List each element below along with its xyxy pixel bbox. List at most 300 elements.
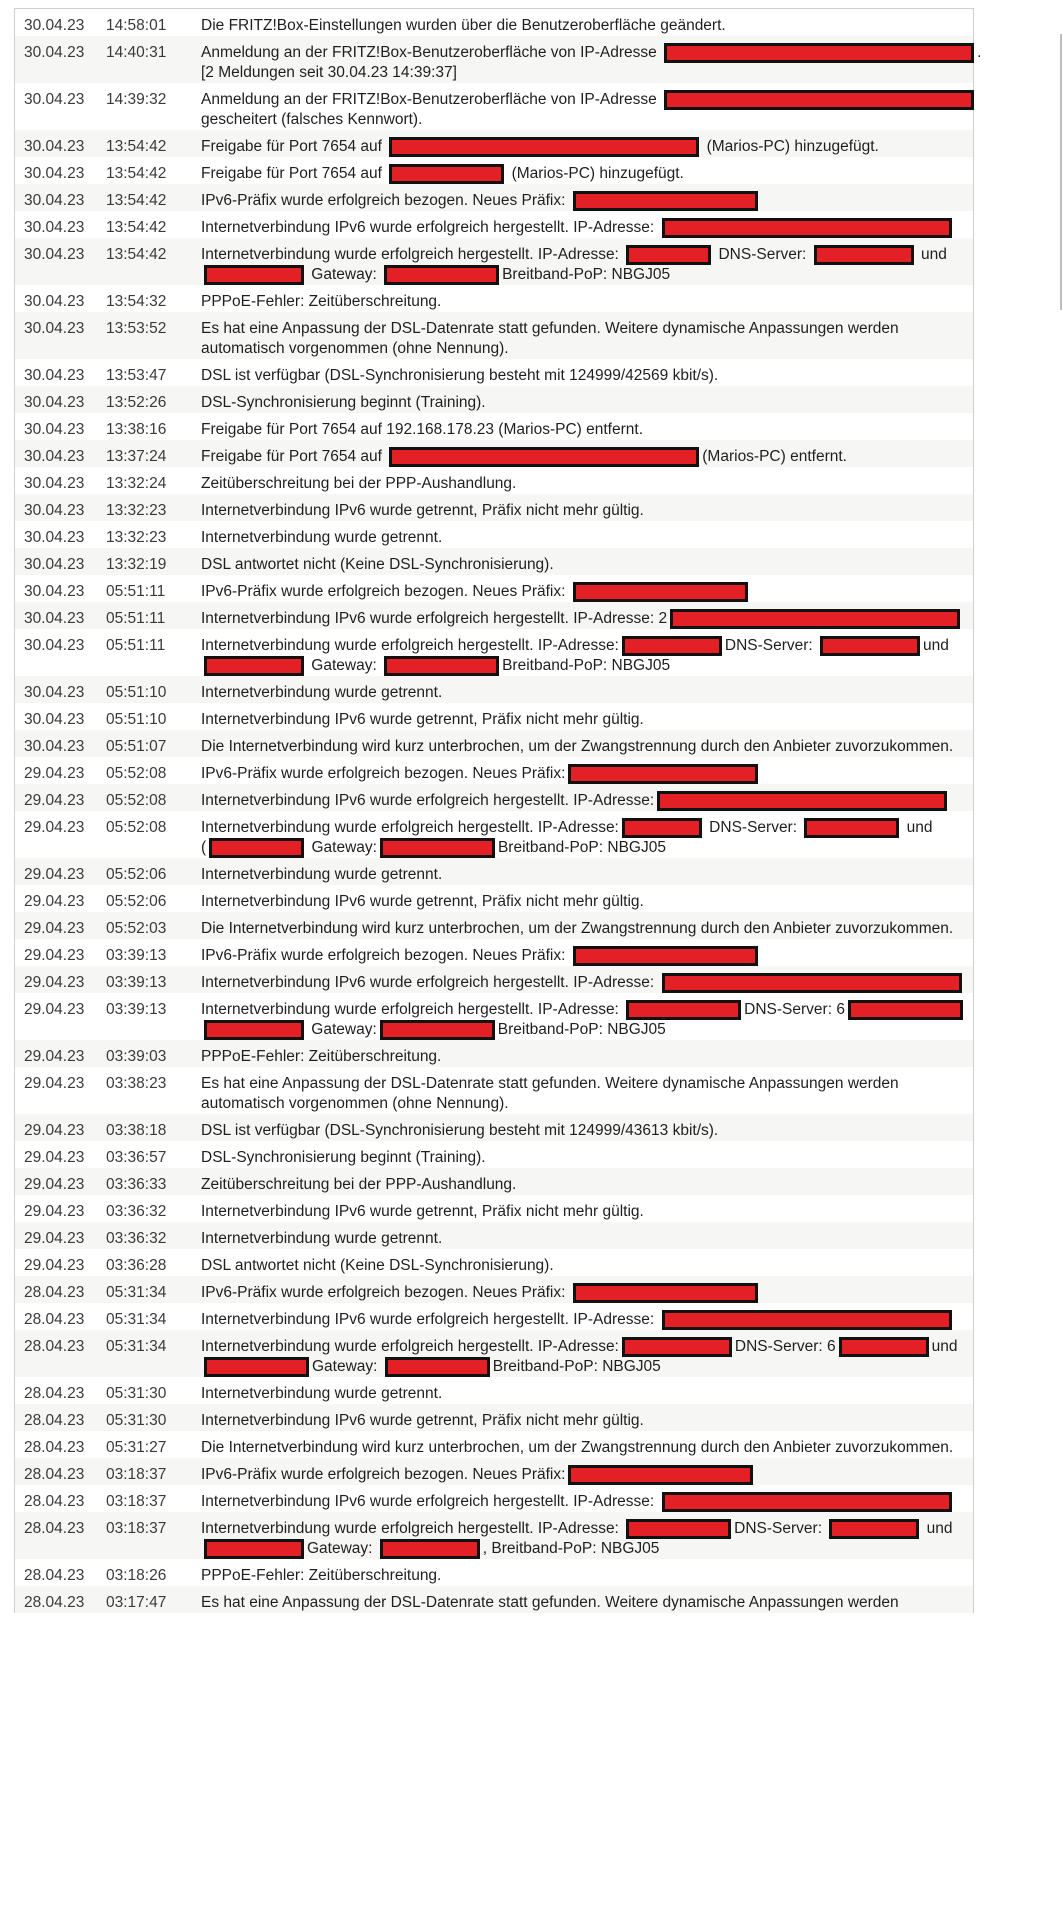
log-message xyxy=(193,1121,973,1141)
log-row xyxy=(15,1040,973,1067)
log-row xyxy=(15,285,973,312)
log-row xyxy=(15,1431,973,1458)
redaction-box xyxy=(622,818,702,838)
log-text: Internetverbindung IPv6 wurde getrennt, Präfix nicht mehr gültig. xyxy=(201,502,644,519)
log-row xyxy=(15,467,973,494)
log-date: 30.04.23 xyxy=(24,320,85,337)
log-row xyxy=(15,413,973,440)
redaction-box xyxy=(573,1283,758,1303)
log-text: Gateway: xyxy=(312,1358,382,1376)
log-text: Breitband-PoP: NBGJ05 xyxy=(502,266,671,284)
log-text: Freigabe für Port 7654 auf xyxy=(201,448,387,466)
log-text: Internetverbindung IPv6 wurde erfolgreich hergestellt. IP-Adresse: xyxy=(201,1493,659,1511)
redaction-box xyxy=(664,43,974,63)
log-time: 14:39:32 xyxy=(106,91,167,108)
log-text: DSL antwortet nicht (Keine DSL-Synchronisierung). xyxy=(201,556,554,573)
log-message xyxy=(193,420,973,440)
log-text: DSL-Synchronisierung beginnt (Training). xyxy=(201,1149,486,1166)
redaction-box xyxy=(848,1000,963,1020)
log-text: Anmeldung an der FRITZ!Box-Benutzeroberfläche von IP-Adresse xyxy=(201,91,662,109)
log-time: 13:37:24 xyxy=(106,448,167,465)
log-date: 29.04.23 xyxy=(24,765,85,782)
log-message xyxy=(193,1492,973,1512)
log-row xyxy=(15,238,973,285)
log-time: 13:54:42 xyxy=(106,246,167,263)
event-log-table xyxy=(14,8,982,1613)
log-date: 30.04.23 xyxy=(24,17,85,34)
log-message xyxy=(193,366,973,386)
log-row xyxy=(15,676,973,703)
log-text: und xyxy=(922,1520,953,1538)
log-message xyxy=(193,245,973,285)
log-date: 30.04.23 xyxy=(24,583,85,600)
redaction-box xyxy=(662,218,952,238)
log-text: IPv6-Präfix wurde erfolgreich bezogen. Neues Präfix: xyxy=(201,765,566,783)
log-row xyxy=(15,1195,973,1222)
log-row xyxy=(15,494,973,521)
log-time: 03:36:32 xyxy=(106,1203,167,1220)
redaction-box xyxy=(204,1020,304,1040)
log-row xyxy=(15,1141,973,1168)
log-text: Internetverbindung wurde erfolgreich hergestellt. IP-Adresse: xyxy=(201,819,619,837)
log-text: (Marios-PC) hinzugefügt. xyxy=(507,165,684,183)
log-text: IPv6-Präfix wurde erfolgreich bezogen. Neues Präfix: xyxy=(201,583,570,601)
log-row xyxy=(15,36,982,83)
log-row xyxy=(15,130,973,157)
log-text: IPv6-Präfix wurde erfolgreich bezogen. Neues Präfix: xyxy=(201,1466,566,1484)
log-row xyxy=(15,912,973,939)
redaction-box xyxy=(389,137,699,157)
log-row xyxy=(15,1458,973,1485)
log-text: Die Internetverbindung wird kurz unterbrochen, um der Zwangstrennung durch den Anbieter zuvorzukommen. xyxy=(201,920,954,937)
log-message xyxy=(193,1074,973,1114)
log-message xyxy=(193,447,973,467)
log-text: Gateway: xyxy=(307,1021,377,1039)
log-text: Internetverbindung IPv6 wurde erfolgreich hergestellt. IP-Adresse: xyxy=(201,1311,659,1329)
log-message xyxy=(193,501,973,521)
log-text: Die Internetverbindung wird kurz unterbrochen, um der Zwangstrennung durch den Anbieter zuvorzukommen. xyxy=(201,738,954,755)
log-time: 03:36:33 xyxy=(106,1176,167,1193)
log-date: 28.04.23 xyxy=(24,1338,85,1355)
log-message xyxy=(193,892,973,912)
log-message xyxy=(193,919,973,939)
log-text: (Marios-PC) hinzugefügt. xyxy=(702,138,879,156)
log-row xyxy=(15,1404,973,1431)
log-row xyxy=(15,548,973,575)
log-date: 28.04.23 xyxy=(24,1466,85,1483)
log-message xyxy=(193,90,985,130)
log-time: 13:53:52 xyxy=(106,320,167,337)
log-text: und xyxy=(916,246,947,264)
redaction-box xyxy=(573,582,748,602)
log-time: 03:38:18 xyxy=(106,1122,167,1139)
log-row xyxy=(15,1330,973,1377)
log-row xyxy=(15,1485,973,1512)
log-text: Gateway: xyxy=(307,1540,377,1558)
log-message xyxy=(193,555,973,575)
log-text: Internetverbindung IPv6 wurde getrennt, Präfix nicht mehr gültig. xyxy=(201,711,644,728)
log-date: 28.04.23 xyxy=(24,1385,85,1402)
log-time: 03:18:37 xyxy=(106,1520,167,1537)
log-time: 05:52:08 xyxy=(106,792,167,809)
log-date: 28.04.23 xyxy=(24,1412,85,1429)
log-text: Internetverbindung IPv6 wurde erfolgreich hergestellt. IP-Adresse: 2 xyxy=(201,610,668,628)
log-time: 03:39:13 xyxy=(106,1001,167,1018)
log-row xyxy=(15,1586,973,1613)
log-time: 13:38:16 xyxy=(106,421,167,438)
log-text: und xyxy=(902,819,933,837)
log-row xyxy=(15,811,973,858)
log-time: 05:52:08 xyxy=(106,765,167,782)
log-text: Internetverbindung wurde getrennt. xyxy=(201,1385,443,1402)
log-date: 30.04.23 xyxy=(24,91,85,108)
log-text: DSL antwortet nicht (Keine DSL-Synchronisierung). xyxy=(201,1257,554,1274)
log-message xyxy=(193,1283,973,1303)
log-time: 05:51:11 xyxy=(106,610,166,627)
log-row xyxy=(15,312,973,359)
log-time: 05:52:08 xyxy=(106,819,167,836)
log-text: Internetverbindung IPv6 wurde getrennt, Präfix nicht mehr gültig. xyxy=(201,1412,644,1429)
log-time: 03:18:37 xyxy=(106,1466,167,1483)
log-date: 28.04.23 xyxy=(24,1594,85,1611)
log-message xyxy=(193,636,973,676)
log-text: Gateway: xyxy=(307,839,377,857)
log-text: IPv6-Präfix wurde erfolgreich bezogen. Neues Präfix: xyxy=(201,1284,570,1302)
log-time: 03:17:47 xyxy=(106,1594,167,1611)
log-date: 30.04.23 xyxy=(24,448,85,465)
log-message xyxy=(193,582,973,602)
log-text: Internetverbindung wurde erfolgreich hergestellt. IP-Adresse: xyxy=(201,1520,624,1538)
log-date: 28.04.23 xyxy=(24,1493,85,1510)
redaction-box xyxy=(573,946,758,966)
log-row xyxy=(15,757,973,784)
log-text: , Breitband-PoP: NBGJ05 xyxy=(482,1540,660,1558)
log-text: DNS-Server: xyxy=(724,637,818,655)
redaction-box xyxy=(829,1519,919,1539)
redaction-box xyxy=(204,656,304,676)
log-message xyxy=(193,609,973,629)
log-row xyxy=(15,1168,973,1195)
redaction-box xyxy=(622,636,722,656)
log-text: Internetverbindung wurde getrennt. xyxy=(201,1230,443,1247)
log-row xyxy=(15,1377,973,1404)
log-text: Zeitüberschreitung bei der PPP-Aushandlung. xyxy=(201,475,517,492)
redaction-box xyxy=(814,245,914,265)
log-text: (Marios-PC) entfernt. xyxy=(702,448,847,466)
log-text: DSL-Synchronisierung beginnt (Training). xyxy=(201,394,486,411)
log-time: 03:18:37 xyxy=(106,1493,167,1510)
log-text: DSL ist verfügbar (DSL-Synchronisierung besteht mit 124999/43613 kbit/s). xyxy=(201,1122,719,1139)
log-time: 13:54:42 xyxy=(106,219,167,236)
log-row xyxy=(15,966,973,993)
redaction-box xyxy=(626,245,711,265)
log-message xyxy=(193,764,973,784)
log-date: 28.04.23 xyxy=(24,1520,85,1537)
log-message xyxy=(193,137,973,157)
log-text: Es hat eine Anpassung der DSL-Datenrate statt gefunden. Weitere dynamische Anpassungen werden xyxy=(201,1594,899,1611)
log-message xyxy=(193,292,973,312)
log-text: Gateway: xyxy=(307,657,382,675)
log-time: 13:53:47 xyxy=(106,367,167,384)
log-text: Die Internetverbindung wird kurz unterbrochen, um der Zwangstrennung durch den Anbieter zuvorzukommen. xyxy=(201,1439,954,1456)
log-row xyxy=(15,629,973,676)
redaction-box xyxy=(626,1519,731,1539)
log-row xyxy=(15,386,973,413)
redaction-box xyxy=(204,1357,309,1377)
log-text: Internetverbindung IPv6 wurde erfolgreich hergestellt. IP-Adresse: xyxy=(201,974,659,992)
redaction-box xyxy=(389,164,504,184)
log-date: 30.04.23 xyxy=(24,367,85,384)
log-text: Internetverbindung IPv6 wurde getrennt, Präfix nicht mehr gültig. xyxy=(201,1203,644,1220)
log-row xyxy=(15,9,973,36)
log-text: . xyxy=(977,44,982,62)
redaction-box xyxy=(204,1539,304,1559)
log-text: Internetverbindung wurde erfolgreich hergestellt. IP-Adresse: xyxy=(201,1001,624,1019)
log-time: 13:54:42 xyxy=(106,138,167,155)
redaction-box xyxy=(380,838,495,858)
log-text: Internetverbindung wurde erfolgreich hergestellt. IP-Adresse: xyxy=(201,246,624,264)
redaction-box xyxy=(209,838,304,858)
log-date: 29.04.23 xyxy=(24,920,85,937)
redaction-box xyxy=(384,265,499,285)
log-message xyxy=(193,1000,974,1040)
log-text: DNS-Server: xyxy=(734,1520,827,1538)
log-date: 30.04.23 xyxy=(24,165,85,182)
log-text: automatisch vorgenommen (ohne Nennung). xyxy=(201,340,509,357)
log-date: 30.04.23 xyxy=(24,711,85,728)
log-row xyxy=(15,1303,973,1330)
redaction-box xyxy=(662,973,962,993)
log-text: Anmeldung an der FRITZ!Box-Benutzeroberfläche von IP-Adresse xyxy=(201,44,662,62)
log-text: Es hat eine Anpassung der DSL-Datenrate statt gefunden. Weitere dynamische Anpassungen werden xyxy=(201,1075,899,1092)
log-text: PPPoE-Fehler: Zeitüberschreitung. xyxy=(201,1048,442,1065)
log-time: 05:31:34 xyxy=(106,1284,167,1301)
log-date: 30.04.23 xyxy=(24,738,85,755)
log-row xyxy=(15,939,973,966)
log-date: 30.04.23 xyxy=(24,219,85,236)
log-row xyxy=(15,1067,973,1114)
log-text: Breitband-PoP: NBGJ05 xyxy=(502,657,671,675)
log-date: 29.04.23 xyxy=(24,1203,85,1220)
log-time: 03:38:23 xyxy=(106,1075,167,1092)
log-row xyxy=(15,211,973,238)
redaction-box xyxy=(204,265,304,285)
log-text: Es hat eine Anpassung der DSL-Datenrate statt gefunden. Weitere dynamische Anpassungen werden xyxy=(201,320,899,337)
log-row xyxy=(15,602,973,629)
log-text: DNS-Server: 6 xyxy=(734,1338,836,1356)
log-time: 05:31:34 xyxy=(106,1311,167,1328)
log-message xyxy=(193,319,973,359)
log-message xyxy=(193,1229,973,1249)
log-message xyxy=(193,474,973,494)
log-time: 13:54:42 xyxy=(106,192,167,209)
log-time: 13:32:24 xyxy=(106,475,167,492)
log-date: 29.04.23 xyxy=(24,1257,85,1274)
log-time: 05:51:07 xyxy=(106,738,167,755)
log-time: 05:31:34 xyxy=(106,1338,167,1355)
log-message xyxy=(193,528,973,548)
log-text: Die FRITZ!Box-Einstellungen wurden über die Benutzeroberfläche geändert. xyxy=(201,17,726,34)
log-text: DNS-Server: xyxy=(704,819,802,837)
log-message xyxy=(193,1256,973,1276)
log-message xyxy=(193,43,989,83)
log-row xyxy=(15,885,973,912)
log-date: 29.04.23 xyxy=(24,947,85,964)
log-message xyxy=(193,1384,973,1404)
log-message xyxy=(193,1337,973,1377)
redaction-box xyxy=(389,447,699,467)
log-row xyxy=(15,1114,973,1141)
log-date: 28.04.23 xyxy=(24,1439,85,1456)
redaction-box xyxy=(670,609,960,629)
log-row xyxy=(15,703,973,730)
log-time: 05:52:06 xyxy=(106,866,167,883)
log-row xyxy=(15,1559,973,1586)
log-text: Internetverbindung IPv6 wurde erfolgreich hergestellt. IP-Adresse: xyxy=(201,219,659,237)
log-text: PPPoE-Fehler: Zeitüberschreitung. xyxy=(201,1567,442,1584)
log-message xyxy=(193,1047,973,1067)
log-time: 13:32:19 xyxy=(106,556,167,573)
log-date: 29.04.23 xyxy=(24,1075,85,1092)
log-date: 30.04.23 xyxy=(24,556,85,573)
log-text: Zeitüberschreitung bei der PPP-Aushandlung. xyxy=(201,1176,517,1193)
log-row xyxy=(15,1222,973,1249)
log-text: Internetverbindung wurde erfolgreich hergestellt. IP-Adresse: xyxy=(201,1338,619,1356)
log-text: Internetverbindung wurde erfolgreich hergestellt. IP-Adresse: xyxy=(201,637,619,655)
log-message xyxy=(193,1593,973,1613)
log-message xyxy=(193,818,973,858)
redaction-box xyxy=(573,191,758,211)
log-message xyxy=(193,683,973,703)
redaction-box xyxy=(839,1337,929,1357)
redaction-box xyxy=(664,90,974,110)
log-date: 30.04.23 xyxy=(24,138,85,155)
log-time: 05:51:10 xyxy=(106,684,167,701)
log-message xyxy=(193,1519,973,1559)
log-date: 29.04.23 xyxy=(24,1149,85,1166)
redaction-box xyxy=(626,1000,741,1020)
log-message xyxy=(193,1202,973,1222)
redaction-box xyxy=(568,764,758,784)
log-row xyxy=(15,730,973,757)
log-row xyxy=(15,858,973,885)
log-row xyxy=(15,1276,973,1303)
log-message xyxy=(193,191,973,211)
log-text: Freigabe für Port 7654 auf xyxy=(201,138,387,156)
log-text: [2 Meldungen seit 30.04.23 14:39:37] xyxy=(201,64,457,82)
log-date: 29.04.23 xyxy=(24,974,85,991)
log-time: 03:36:32 xyxy=(106,1230,167,1247)
redaction-box xyxy=(568,1465,753,1485)
log-text: DNS-Server: xyxy=(714,246,811,264)
log-time: 05:51:11 xyxy=(106,637,166,654)
log-date: 30.04.23 xyxy=(24,610,85,627)
log-text: IPv6-Präfix wurde erfolgreich bezogen. Neues Präfix: xyxy=(201,192,570,210)
log-time: 14:58:01 xyxy=(106,17,167,34)
log-row xyxy=(15,784,973,811)
redaction-box xyxy=(820,636,920,656)
log-message xyxy=(193,1465,973,1485)
log-date: 28.04.23 xyxy=(24,1311,85,1328)
log-date: 30.04.23 xyxy=(24,44,85,61)
log-time: 13:52:26 xyxy=(106,394,167,411)
log-text: PPPoE-Fehler: Zeitüberschreitung. xyxy=(201,293,442,310)
log-text: Breitband-PoP: NBGJ05 xyxy=(497,1021,666,1039)
log-message xyxy=(193,791,973,811)
log-text: und xyxy=(931,1338,958,1356)
log-message xyxy=(193,1411,973,1431)
log-text: Internetverbindung IPv6 wurde erfolgreich hergestellt. IP-Adresse: xyxy=(201,792,655,810)
log-time: 05:51:11 xyxy=(106,583,166,600)
log-date: 30.04.23 xyxy=(24,246,85,263)
log-text: Internetverbindung IPv6 wurde getrennt, Präfix nicht mehr gültig. xyxy=(201,893,644,910)
log-message xyxy=(193,393,973,413)
log-date: 30.04.23 xyxy=(24,637,85,654)
log-text: automatisch vorgenommen (ohne Nennung). xyxy=(201,1095,509,1112)
log-time: 03:36:57 xyxy=(106,1149,167,1166)
redaction-box xyxy=(662,1310,952,1330)
log-row xyxy=(15,184,973,211)
log-time: 13:32:23 xyxy=(106,529,167,546)
log-time: 05:52:03 xyxy=(106,920,167,937)
log-message xyxy=(193,1438,973,1458)
log-text: Internetverbindung wurde getrennt. xyxy=(201,684,443,701)
redaction-box xyxy=(384,656,499,676)
redaction-box xyxy=(380,1539,480,1559)
log-text: Internetverbindung wurde getrennt. xyxy=(201,866,443,883)
log-date: 30.04.23 xyxy=(24,394,85,411)
log-date: 29.04.23 xyxy=(24,1176,85,1193)
log-text: DSL ist verfügbar (DSL-Synchronisierung besteht mit 124999/42569 kbit/s). xyxy=(201,367,719,384)
log-time: 03:36:28 xyxy=(106,1257,167,1274)
log-row xyxy=(15,521,973,548)
log-date: 30.04.23 xyxy=(24,192,85,209)
log-message xyxy=(193,865,973,885)
log-date: 29.04.23 xyxy=(24,866,85,883)
log-text: DNS-Server: 6 xyxy=(744,1001,845,1019)
redaction-box xyxy=(380,1020,495,1040)
log-date: 29.04.23 xyxy=(24,819,85,836)
log-time: 03:39:03 xyxy=(106,1048,167,1065)
log-time: 13:54:32 xyxy=(106,293,167,310)
log-row xyxy=(15,83,973,130)
log-text: und xyxy=(923,637,949,655)
log-text: gescheitert (falsches Kennwort). xyxy=(201,111,423,129)
scrollbar[interactable] xyxy=(1060,34,1062,310)
log-text: Breitband-PoP: NBGJ05 xyxy=(492,1358,661,1376)
log-date: 30.04.23 xyxy=(24,684,85,701)
log-time: 03:39:13 xyxy=(106,974,167,991)
log-date: 30.04.23 xyxy=(24,421,85,438)
log-message xyxy=(193,164,973,184)
log-message xyxy=(193,1175,973,1195)
log-date: 29.04.23 xyxy=(24,1230,85,1247)
log-text: ( xyxy=(201,839,207,857)
log-date: 30.04.23 xyxy=(24,529,85,546)
log-time: 05:31:30 xyxy=(106,1385,167,1402)
redaction-box xyxy=(657,791,947,811)
redaction-box xyxy=(662,1492,952,1512)
log-text: Freigabe für Port 7654 auf xyxy=(201,165,387,183)
log-time: 03:18:26 xyxy=(106,1567,167,1584)
redaction-box xyxy=(804,818,899,838)
log-time: 03:39:13 xyxy=(106,947,167,964)
log-message xyxy=(193,946,973,966)
redaction-box xyxy=(385,1357,490,1377)
log-date: 29.04.23 xyxy=(24,1122,85,1139)
log-message xyxy=(193,1310,973,1330)
log-date: 28.04.23 xyxy=(24,1567,85,1584)
